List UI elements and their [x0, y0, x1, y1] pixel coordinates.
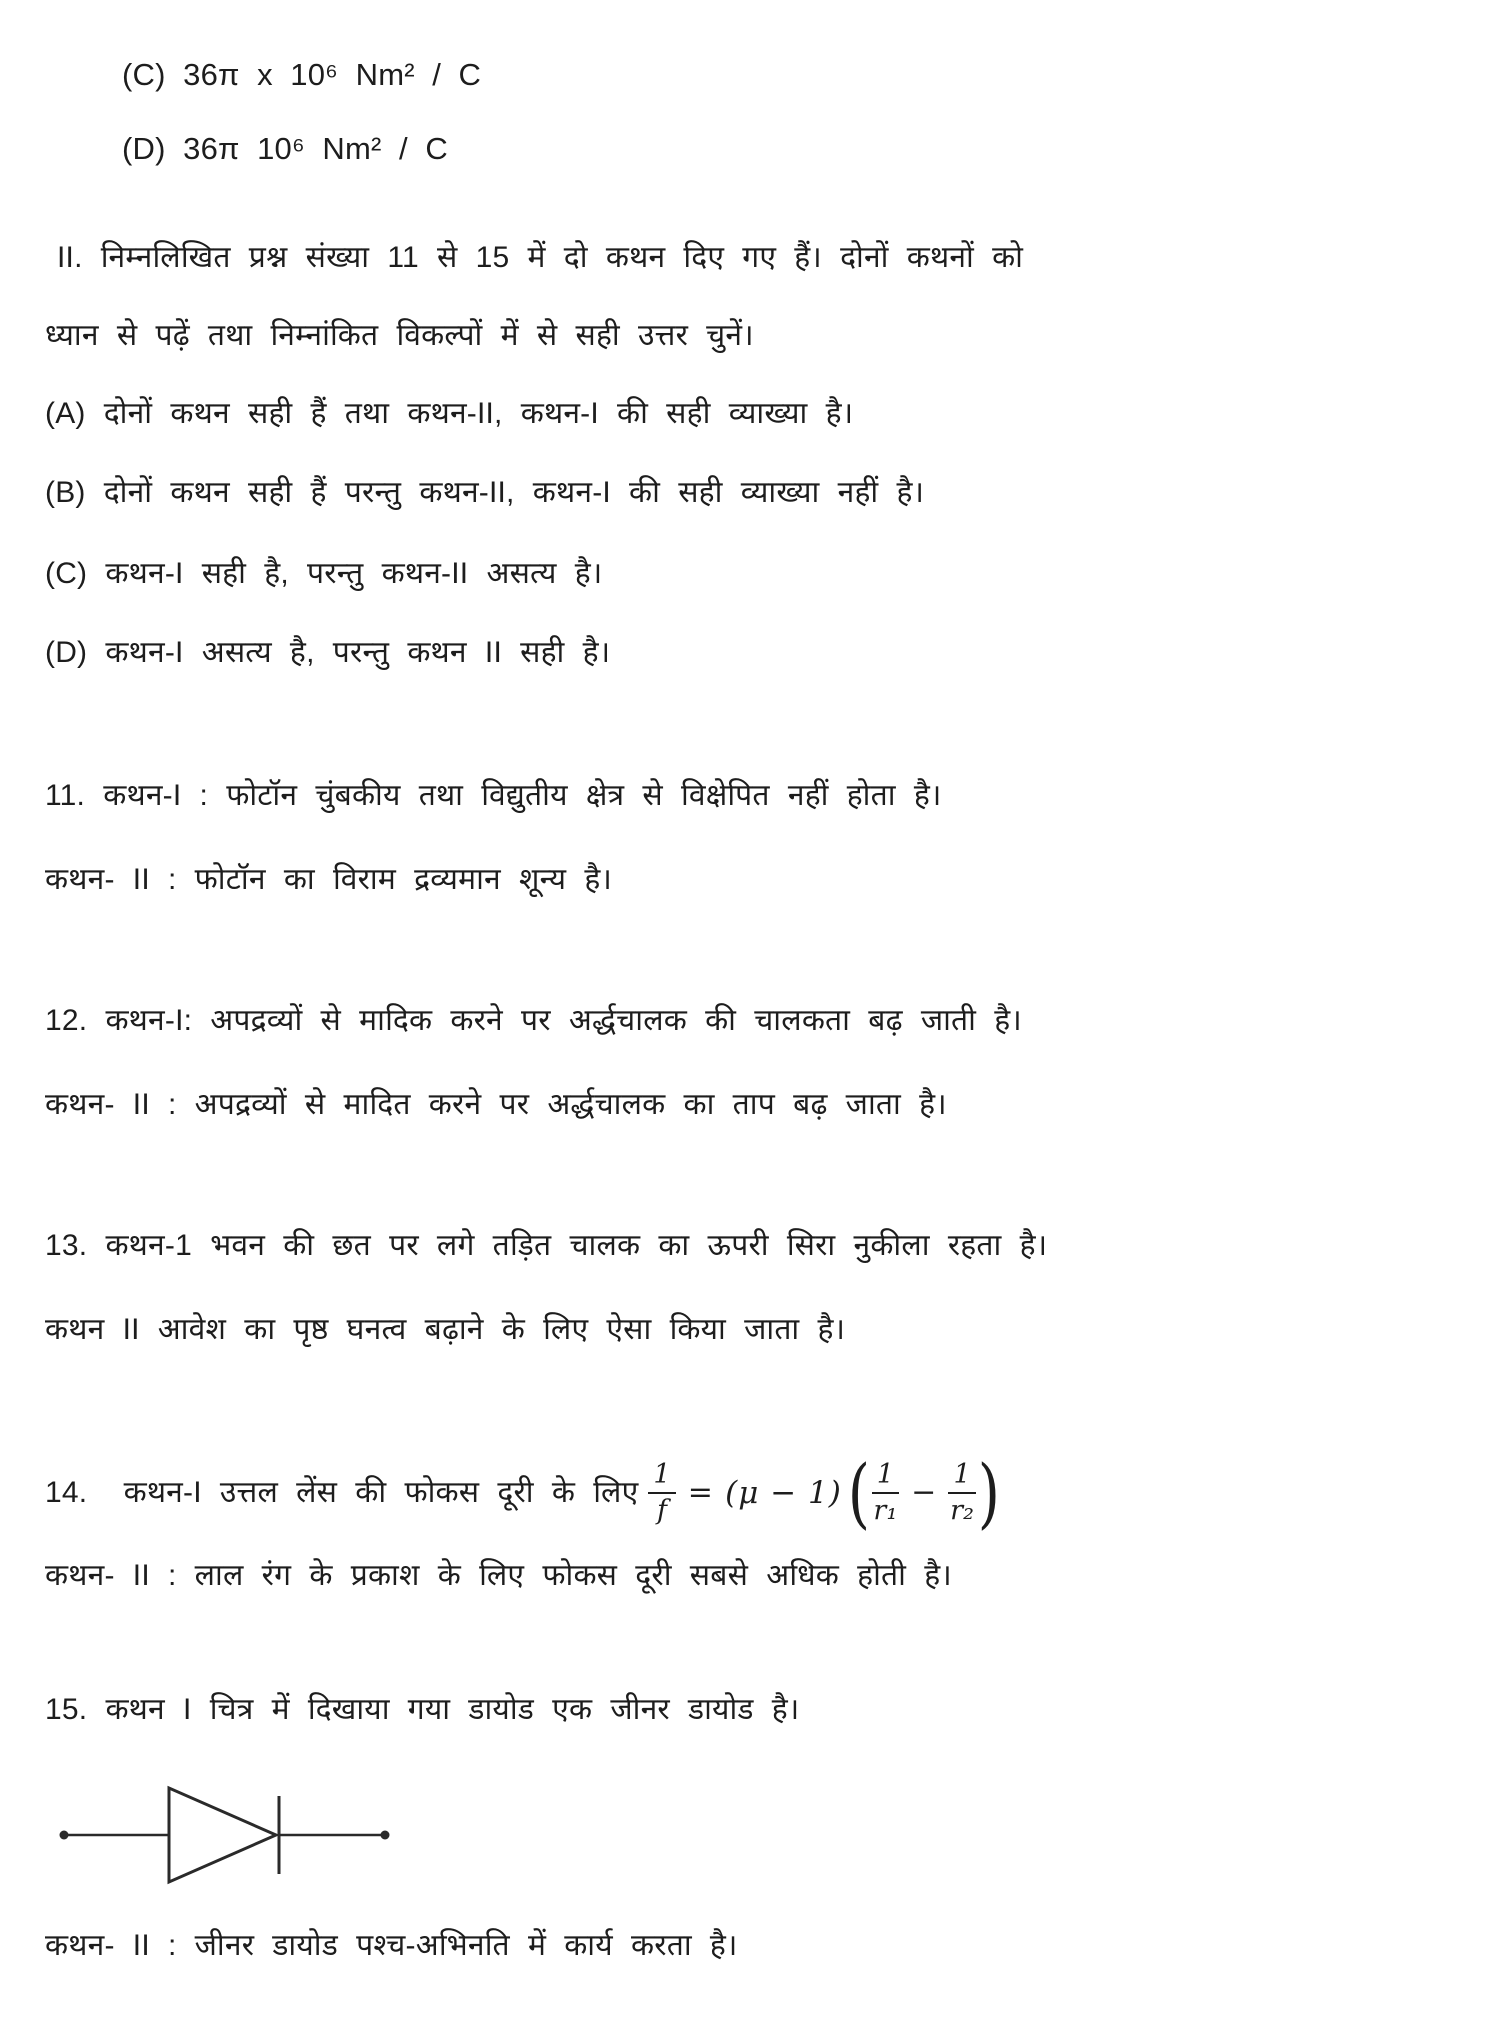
question-13-statement-1: 13. कथन-1 भवन की छत पर लगे तड़ित चालक का ऊपरी सिरा नुकीला रहता है। [45, 1229, 1048, 1262]
formula-open-paren: ( [847, 1447, 870, 1537]
question-15-statement-1: 15. कथन I चित्र में दिखाया गया डायोड एक जीनर डायोड है। [45, 1693, 800, 1726]
prev-option-c-label: (C) [121, 56, 166, 92]
question-14-statement-1 [45, 1438, 1002, 1548]
question-15-figure [52, 1772, 397, 1907]
formula-equals-sign: = [687, 1475, 714, 1510]
prev-option-c-value: 36π x 10⁶ Nm² / C [183, 56, 482, 92]
question-13-statement-2: कथन II आवेश का पृष्ठ घनत्व बढ़ाने के लिए ऐसा किया जाता है। [45, 1313, 846, 1346]
section-instructions-line-1: II. निम्नलिखित प्रश्न संख्या 11 से 15 में दो कथन दिए गए हैं। दोनों कथनों को [57, 241, 1024, 274]
formula-r2-denominator: r₂ [950, 1495, 975, 1526]
formula-lhs-fraction [648, 1460, 675, 1526]
prev-option-d-value: 36π 10⁶ Nm² / C [183, 130, 448, 166]
formula-close-paren: ) [977, 1447, 1000, 1537]
formula-mu-factor: (μ − 1) [725, 1474, 842, 1511]
answer-option-a: (A) दोनों कथन सही हैं तथा कथन-II, कथन-I की सही व्याख्या है। [45, 397, 854, 430]
prev-option-d-label: (D) [121, 130, 166, 166]
answer-option-d: (D) कथन-I असत्य है, परन्तु कथन II सही है। [45, 636, 611, 669]
answer-option-c: (C) कथन-I सही है, परन्तु कथन-II असत्य है। [45, 557, 603, 590]
answer-option-b: (B) दोनों कथन सही हैं परन्तु कथन-II, कथन-I की सही व्याख्या नहीं है। [45, 476, 925, 509]
question-11-statement-2: कथन- II : फोटॉन का विराम द्रव्यमान शून्य है। [45, 863, 613, 896]
formula-r1-denominator: r₁ [873, 1495, 898, 1526]
prev-option-d [52, 86, 448, 212]
formula-r2-numerator: 1 [948, 1460, 975, 1494]
question-12-statement-1: 12. कथन-I: अपद्रव्यों से मादिक करने पर अर्द्धचालक की चालकता बढ़ जाती है। [45, 1004, 1022, 1037]
question-12-statement-2: कथन- II : अपद्रव्यों से मादित करने पर अर्द्धचालक का ताप बढ़ जाता है। [45, 1088, 947, 1121]
question-14-text-prefix: 14. कथन-I उत्तल लेंस की फोकस दूरी के लिए [45, 1476, 639, 1509]
formula-r1-numerator: 1 [872, 1460, 899, 1494]
question-14-statement-2: कथन- II : लाल रंग के प्रकाश के लिए फोकस दूरी सबसे अधिक होती है। [45, 1559, 952, 1592]
formula-lhs-denominator: f [656, 1495, 668, 1526]
zener-diode-icon [52, 1772, 397, 1902]
formula-r2-fraction [948, 1460, 975, 1526]
question-15-statement-2: कथन- II : जीनर डायोड पश्च-अभिनति में कार्य करता है। [45, 1929, 738, 1962]
formula-r1-fraction [872, 1460, 899, 1526]
question-11-statement-1: 11. कथन-I : फोटॉन चुंबकीय तथा विद्युतीय क्षेत्र से विक्षेपित नहीं होता है। [45, 779, 942, 812]
section-instructions-line-2: ध्यान से पढ़ें तथा निम्नांकित विकल्पों में से सही उत्तर चुनें। [45, 319, 754, 352]
formula-lhs-numerator: 1 [648, 1460, 675, 1494]
lens-makers-formula [648, 1447, 1001, 1537]
formula-minus-sign: − [911, 1475, 937, 1510]
